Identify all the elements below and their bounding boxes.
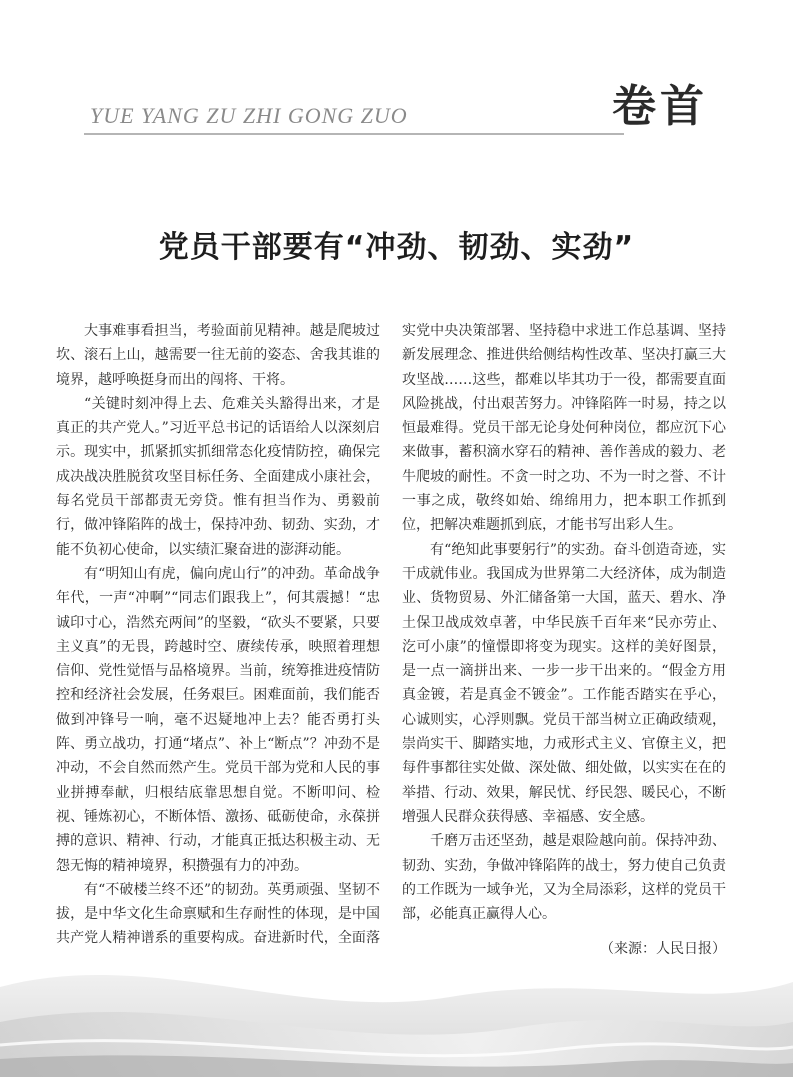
decorative-wave-band — [0, 927, 793, 1077]
paragraph: 有“绝知此事要躬行”的实劲。奋斗创造奇迹，实干成就伟业。我国成为世界第二大经济体，成为制造业、货物贸易、外汇储备第一大国，蓝天、碧水、净土保卫战成效卓著，中华民族千百年来“民亦劳止、汔可小康”的憧憬即将变为现实。这样的美好图景，是一点一滴拼出来、一步一步干出来的。“假金方用真金镀，若是真金不镀金”。工作能否踏实在乎心，心诚则实，心浮则飘。党员干部当树立正确政绩观，崇尚实干、脚踏实地，力戒形式主义、官僚主义，把每件事都往实处做、深处做、细处做，以实实在在的举措、行动、效果，解民忧、纾民怨、暖民心，不断增强人民群众获得感、幸福感、安全感。 — [402, 541, 726, 825]
paragraph: 大事难事看担当，考验面前见精神。越是爬坡过坎、滚石上山，越需要一往无前的姿态、舍我其谁的境界，越呼唤挺身而出的闯将、干将。 — [56, 323, 380, 388]
journal-name: YUE YANG ZU ZHI GONG ZUO — [90, 103, 408, 128]
column-title: 卷首 — [612, 81, 708, 132]
article-title: 党员干部要有“冲劲、韧劲、实劲” — [158, 230, 635, 265]
paragraph: 有“明知山有虎，偏向虎山行”的冲劲。革命战争年代，一声“冲啊”“同志们跟我上”，何其震撼！“忠诚印寸心，浩然充两间”的坚毅，“砍头不要紧，只要主义真”的无畏，跨越时空、赓续传承，映照着理想信仰、党性觉悟与品格境界。当前，统筹推进疫情防控和经济社会发展，任务艰巨。困难面前，我们能否做到冲锋号一响，毫不迟疑地冲上去？能否勇打头阵、勇立战功，打通“堵点”、补上“断点”？冲劲不是冲动，不会自然而然产生。党员干部为党和人民的事业拼搏奉献，归根结底靠思想自觉。不断叩问、检视、锤炼初心，不断体悟、激扬、砥砺使命，永葆拼搏的意识、精神、行动，才能真正抵达积极主动、无怨无悔的精神境界，积攒强有力的冲劲。 — [56, 565, 380, 874]
paragraph: 千磨万击还坚劲，越是艰险越向前。保持冲劲、韧劲、实劲，争做冲锋陷阵的战士，努力使自己负责的工作既为一域争光，又为全局添彩，这样的党员干部，必能真正赢得人心。 — [402, 833, 726, 923]
paragraph: “关键时刻冲得上去、危难关头豁得出来，才是真正的共产党人。”习近平总书记的话语给人以深刻启示。现实中，抓紧抓实抓细常态化疫情防控，确保完成决战决胜脱贫攻坚目标任务、全面建成小康社会，每名党员干部都责无旁贷。惟有担当作为、勇毅前行，做冲锋陷阵的战士，保持冲劲、韧劲、实劲，才能不负初心使命，以实绩汇聚奋进的澎湃动能。 — [56, 395, 380, 558]
page-header — [0, 0, 793, 150]
header-rule — [84, 133, 624, 135]
paragraph: 有“不破楼兰终不还”的韧劲。英勇顽强、坚韧不拔，是中华文化生命禀赋和生存耐性的体现，是中国共产党人精神谱系的重要构成。奋进新时代，全面落实党中央决策部署、坚持稳中求进工作总基调、坚持新发展理念、推进供给侧结构性改革、坚决打赢三大攻坚战……这些，都难以毕其功于一役，都需要直面风险挑战，付出艰苦努力。冲锋陷阵一时易，持之以恒最难得。党员干部无论身处何种岗位，都应沉下心来做事，蓄积滴水穿石的精神、善作善成的毅力、老牛爬坡的耐性。不贪一时之功、不为一时之誉、不计一事之成，敬终如始、绵绵用力，把本职工作抓到位，把解决难题抓到底，才能书写出彩人生。 — [56, 323, 726, 947]
article-source: （来源：人民日报） — [600, 941, 726, 957]
article-body — [56, 319, 726, 959]
